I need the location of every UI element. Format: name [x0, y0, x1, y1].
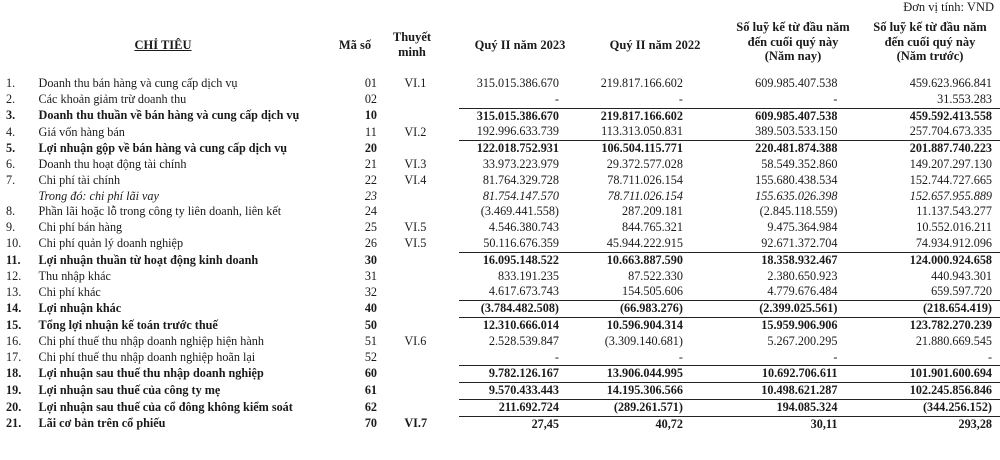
row-code: 60 — [364, 366, 378, 381]
row-indicator-name: Chi phí tài chính — [38, 172, 121, 187]
row-value-ytd-previous: 152.744.727.665 — [909, 172, 992, 187]
header-ytd-previous-line2: đến cuối quý này — [884, 34, 976, 49]
row-value-q2-2023: 81.754.147.570 — [482, 188, 559, 203]
row-value-ytd-current: 609.985.407.538 — [755, 76, 838, 90]
table-row — [0, 173, 1000, 189]
row-value-q2-2022: 40,72 — [655, 416, 683, 431]
row-indicator-name: Doanh thu thuần về bán hàng và cung cấp dịch vụ — [38, 108, 300, 123]
row-code: 23 — [364, 188, 378, 203]
table-header — [0, 16, 1000, 74]
header-ytd-previous — [860, 20, 1000, 64]
row-value-ytd-current: 30,11 — [810, 416, 838, 431]
row-number: 18. — [6, 366, 22, 381]
row-code: 11 — [365, 124, 377, 139]
row-value-q2-2022: 10.663.887.590 — [563, 252, 687, 268]
row-note — [398, 350, 459, 366]
header-ytd-current-line2: đến cuối quý này — [747, 34, 839, 49]
row-value-ytd-current: 9.475.364.984 — [767, 220, 838, 235]
row-number: 4. — [6, 124, 16, 139]
row-value-ytd-current: 4.779.676.484 — [767, 284, 838, 299]
row-value-ytd-current: (2.845.118.559) — [759, 204, 838, 219]
row-note — [398, 269, 459, 285]
table-row — [0, 252, 1000, 268]
row-value-q2-2023: 833.191.235 — [498, 268, 559, 283]
row-value-ytd-current: - — [833, 349, 838, 364]
row-value-ytd-current: 92.671.372.704 — [761, 235, 838, 250]
header-q2-2022: Quý II năm 2022 — [609, 38, 701, 52]
row-indicator-name: Phần lãi hoặc lỗ trong công ty liên doanh, liên kết — [38, 204, 282, 219]
row-code: 01 — [364, 76, 378, 90]
row-value-q2-2022: 87.522.330 — [628, 268, 683, 283]
row-number — [0, 189, 33, 205]
row-value-q2-2022: 78.711.026.154 — [607, 172, 683, 187]
row-note — [398, 366, 459, 383]
table-row — [0, 189, 1000, 205]
row-indicator-name: Các khoản giảm trừ doanh thu — [38, 92, 187, 107]
row-number: 14. — [6, 301, 22, 316]
row-number: 9. — [6, 220, 16, 235]
row-value-ytd-current: 10.498.621.287 — [687, 383, 841, 400]
row-number: 2. — [6, 92, 16, 107]
header-ytd-previous-line3: (Năm trước) — [896, 49, 964, 63]
row-code: 31 — [364, 268, 378, 283]
table-row — [0, 334, 1000, 350]
row-indicator-name: Doanh thu bán hàng và cung cấp dịch vụ — [38, 76, 238, 90]
table-row — [0, 383, 1000, 400]
row-note — [398, 189, 459, 205]
row-number: 12. — [6, 268, 22, 283]
row-note — [398, 108, 459, 124]
row-indicator-name: Doanh thu hoạt động tài chính — [38, 156, 187, 171]
row-note: VI.5 — [404, 220, 427, 235]
row-note — [398, 399, 459, 416]
row-value-q2-2023: 4.617.673.743 — [488, 284, 559, 299]
row-indicator-name: Lợi nhuận sau thuế của công ty mẹ — [38, 383, 221, 398]
header-note-line2: minh — [398, 44, 426, 59]
table-row — [0, 108, 1000, 124]
row-indicator-name: Lãi cơ bản trên cổ phiếu — [38, 416, 166, 431]
row-note: VI.3 — [404, 156, 427, 171]
row-number: 16. — [6, 333, 22, 348]
row-value-ytd-previous: (344.256.152) — [841, 399, 1000, 416]
row-value-ytd-previous: 201.887.740.223 — [841, 141, 1000, 157]
row-value-ytd-previous: 74.934.912.096 — [915, 235, 992, 250]
table-row — [0, 141, 1000, 157]
row-number: 3. — [6, 108, 16, 123]
row-number: 10. — [6, 236, 22, 251]
row-value-q2-2022: 13.906.044.995 — [563, 366, 687, 383]
row-value-q2-2022: 29.372.577.028 — [606, 156, 683, 171]
row-note — [398, 284, 459, 300]
row-code: 30 — [364, 252, 378, 267]
header-note — [384, 30, 440, 59]
unit-label: Đơn vị tính: VND — [903, 0, 994, 14]
row-value-ytd-current: 10.692.706.611 — [687, 366, 841, 383]
row-value-q2-2022: 219.817.166.602 — [600, 76, 683, 90]
table-row — [0, 92, 1000, 108]
table-body — [0, 76, 1000, 433]
row-value-ytd-previous: 123.782.270.239 — [841, 317, 1000, 333]
row-value-q2-2022: 10.596.904.314 — [563, 317, 687, 333]
row-note — [398, 317, 459, 333]
row-value-q2-2022: 844.765.321 — [622, 220, 683, 235]
row-indicator-name: Lợi nhuận sau thuế thu nhập doanh nghiệp — [38, 366, 264, 381]
header-indicator: CHỈ TIÊU — [134, 38, 192, 52]
row-code: 26 — [364, 236, 378, 251]
row-value-q2-2023: 81.764.329.728 — [482, 172, 559, 187]
row-indicator-name: Chi phí khác — [38, 284, 101, 299]
table-row — [0, 416, 1000, 432]
row-value-ytd-previous: 21.880.669.545 — [915, 333, 992, 348]
table-row — [0, 236, 1000, 252]
row-indicator-name: Chi phí bán hàng — [38, 220, 123, 235]
row-value-ytd-current: 18.358.932.467 — [687, 252, 841, 268]
row-indicator-name: Chi phí thuế thu nhập doanh nghiệp hiện hành — [38, 333, 264, 348]
row-indicator-name: Thu nhập khác — [38, 268, 111, 283]
row-value-ytd-previous: 459.623.966.841 — [909, 76, 992, 90]
table-row — [0, 366, 1000, 383]
header-ytd-current-line1: Số luỹ kế từ đầu năm — [736, 20, 850, 34]
row-indicator-name: Chi phí quản lý doanh nghiệp — [38, 236, 184, 251]
row-value-ytd-previous: 102.245.856.846 — [841, 383, 1000, 400]
row-value-q2-2023: 2.528.539.847 — [488, 333, 559, 348]
row-value-ytd-current: 609.985.407.538 — [687, 108, 841, 124]
row-value-ytd-previous: 149.207.297.130 — [909, 156, 992, 171]
row-value-ytd-current: 2.380.650.923 — [767, 268, 838, 283]
table-row — [0, 157, 1000, 173]
row-number: 21. — [6, 416, 22, 431]
row-value-q2-2023: 9.782.126.167 — [459, 366, 563, 383]
row-value-q2-2023: (3.784.482.508) — [459, 301, 563, 318]
row-number: 20. — [6, 399, 22, 414]
row-value-q2-2023: 211.692.724 — [459, 399, 563, 416]
row-value-q2-2023: 315.015.386.670 — [476, 76, 559, 90]
header-q2-2023: Quý II năm 2023 — [474, 38, 566, 52]
row-value-q2-2022: (66.983.276) — [563, 301, 687, 318]
income-statement-table — [0, 76, 1000, 433]
row-code: 10 — [364, 108, 378, 123]
table-row — [0, 284, 1000, 300]
table-row — [0, 124, 1000, 140]
header-ytd-previous-line1: Số luỹ kế từ đầu năm — [873, 20, 987, 34]
row-value-q2-2022: (289.261.571) — [563, 399, 687, 416]
row-value-q2-2022: 14.195.306.566 — [563, 383, 687, 400]
row-code: 52 — [364, 349, 378, 364]
row-value-q2-2023: - — [554, 349, 559, 364]
row-value-q2-2023: 27,45 — [531, 416, 559, 431]
row-value-ytd-previous: 101.901.600.694 — [841, 366, 1000, 383]
table-row — [0, 301, 1000, 318]
row-value-ytd-previous: (218.654.419) — [841, 301, 1000, 318]
row-value-q2-2022: 45.944.222.915 — [606, 235, 683, 250]
row-code: 21 — [364, 156, 378, 171]
row-value-ytd-current: 15.959.906.906 — [687, 317, 841, 333]
row-value-q2-2023: 50.116.676.359 — [483, 235, 559, 250]
row-value-ytd-previous: 257.704.673.335 — [909, 124, 992, 139]
row-note: VI.7 — [404, 416, 428, 431]
row-code: 51 — [364, 333, 378, 348]
row-value-q2-2022: (3.309.140.681) — [604, 333, 683, 348]
row-value-q2-2022: 287.209.181 — [622, 204, 683, 219]
row-value-q2-2022: - — [678, 91, 683, 106]
row-value-ytd-previous: 152.657.955.889 — [909, 188, 992, 203]
row-value-ytd-previous: 293,28 — [958, 416, 992, 431]
row-value-q2-2023: 16.095.148.522 — [459, 252, 563, 268]
row-value-q2-2023: 4.546.380.743 — [488, 220, 559, 235]
table-row — [0, 220, 1000, 236]
row-code: 61 — [364, 383, 378, 398]
row-value-ytd-current: 155.635.026.398 — [755, 188, 838, 203]
row-number: 15. — [6, 317, 22, 332]
row-number: 11. — [6, 252, 21, 267]
row-value-ytd-current: - — [833, 91, 838, 106]
row-number: 6. — [6, 156, 16, 171]
header-ytd-current-line3: (Năm nay) — [764, 49, 822, 63]
row-indicator-name: Lợi nhuận gộp về bán hàng và cung cấp dịch vụ — [38, 140, 288, 155]
row-indicator-name: Giá vốn hàng bán — [38, 124, 125, 139]
row-value-q2-2022: 154.505.606 — [622, 284, 683, 299]
row-value-q2-2023: 33.973.223.979 — [482, 156, 559, 171]
row-note — [398, 92, 459, 108]
row-code: 50 — [364, 317, 378, 332]
table-row — [0, 317, 1000, 333]
row-code: 62 — [364, 399, 378, 414]
table-row — [0, 399, 1000, 416]
row-value-q2-2023: 12.310.666.014 — [459, 317, 563, 333]
row-number: 7. — [6, 172, 16, 187]
row-code: 02 — [364, 92, 378, 107]
row-code: 20 — [364, 140, 378, 155]
row-indicator-name: Trong đó: chi phí lãi vay — [38, 188, 159, 203]
header-ytd-current — [718, 20, 868, 64]
row-value-ytd-current: 389.503.533.150 — [755, 124, 838, 139]
row-note: VI.4 — [404, 172, 427, 187]
table-row — [0, 76, 1000, 92]
row-note: VI.2 — [404, 124, 427, 139]
row-note — [398, 204, 459, 220]
header-code: Mã số — [338, 38, 372, 52]
row-code: 24 — [364, 204, 378, 219]
row-value-ytd-current: 155.680.438.534 — [755, 172, 838, 187]
row-number: 19. — [6, 383, 22, 398]
header-note-line1: Thuyết — [392, 30, 432, 44]
row-value-q2-2023: 315.015.386.670 — [459, 108, 563, 124]
table-row — [0, 269, 1000, 285]
row-value-q2-2023: (3.469.441.558) — [480, 204, 559, 219]
row-value-ytd-current: 5.267.200.295 — [767, 333, 838, 348]
row-number: 1. — [6, 76, 16, 90]
row-value-ytd-current: 220.481.874.388 — [687, 141, 841, 157]
row-value-ytd-previous: 31.553.283 — [937, 91, 992, 106]
row-indicator-name: Tổng lợi nhuận kế toán trước thuế — [38, 317, 218, 332]
row-value-ytd-previous: 659.597.720 — [931, 284, 992, 299]
row-note — [398, 141, 459, 157]
row-value-q2-2022: 106.504.115.771 — [563, 141, 687, 157]
row-value-q2-2023: - — [554, 91, 559, 106]
row-number: 5. — [6, 140, 16, 155]
row-indicator-name: Lợi nhuận sau thuế của cổ đông không kiểm soát — [38, 399, 293, 414]
row-note: VI.6 — [404, 333, 427, 348]
row-value-ytd-previous: 10.552.016.211 — [916, 220, 992, 235]
row-note — [398, 301, 459, 318]
row-value-ytd-previous: 440.943.301 — [931, 268, 992, 283]
row-code: 70 — [364, 416, 378, 431]
row-value-ytd-previous: 124.000.924.658 — [841, 252, 1000, 268]
row-number: 13. — [6, 284, 22, 299]
table-row — [0, 204, 1000, 220]
row-number: 17. — [6, 349, 22, 364]
row-code: 22 — [364, 172, 378, 187]
row-code: 32 — [364, 284, 378, 299]
row-note — [398, 383, 459, 400]
row-value-ytd-current: 58.549.352.860 — [761, 156, 838, 171]
row-code: 25 — [364, 220, 378, 235]
row-number: 8. — [6, 204, 16, 219]
row-value-ytd-previous: 459.592.413.558 — [841, 108, 1000, 124]
row-value-q2-2023: 192.996.633.739 — [476, 124, 559, 139]
row-value-q2-2022: - — [678, 349, 683, 364]
row-indicator-name: Lợi nhuận thuần từ hoạt động kinh doanh — [38, 252, 259, 267]
row-value-ytd-previous: - — [987, 349, 992, 364]
row-note: VI.5 — [404, 236, 427, 251]
row-value-ytd-previous: 11.137.543.277 — [916, 204, 992, 219]
row-indicator-name: Chi phí thuế thu nhập doanh nghiệp hoãn lại — [38, 349, 256, 364]
row-indicator-name: Lợi nhuận khác — [38, 301, 122, 316]
row-note: VI.1 — [404, 76, 427, 90]
row-value-q2-2023: 122.018.752.931 — [459, 141, 563, 157]
row-value-q2-2022: 219.817.166.602 — [563, 108, 687, 124]
row-value-q2-2022: 78.711.026.154 — [607, 188, 683, 203]
table-row — [0, 350, 1000, 366]
row-code: 40 — [364, 301, 378, 316]
row-value-q2-2023: 9.570.433.443 — [459, 383, 563, 400]
row-note — [398, 252, 459, 268]
row-value-ytd-current: (2.399.025.561) — [687, 301, 841, 318]
row-value-q2-2022: 113.313.050.831 — [601, 124, 683, 139]
row-value-ytd-current: 194.085.324 — [687, 399, 841, 416]
